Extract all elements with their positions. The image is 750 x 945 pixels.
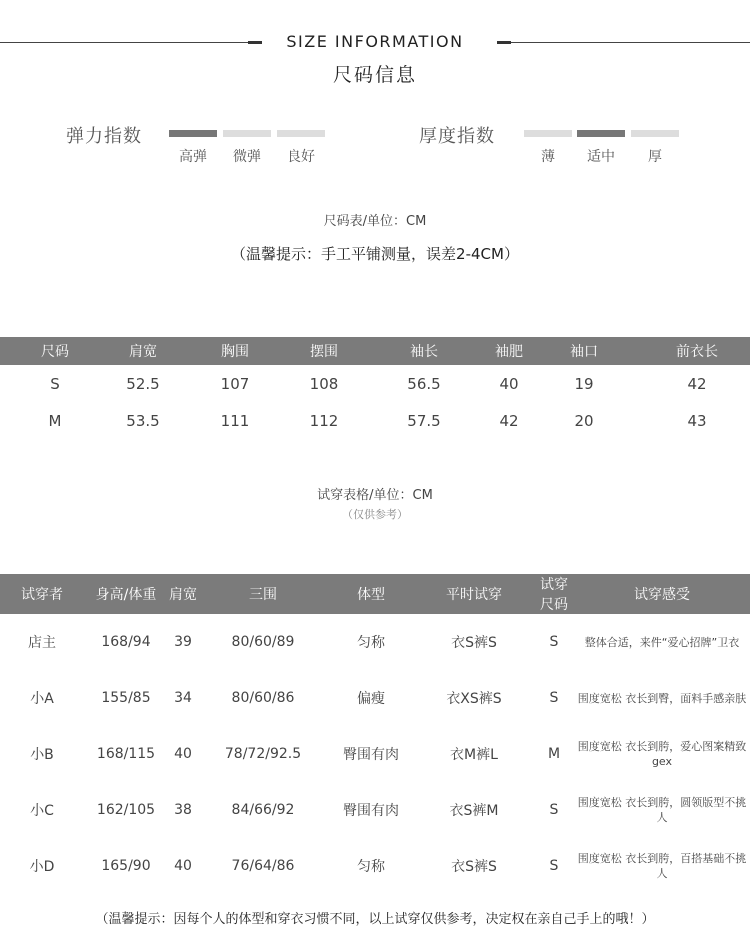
table-row (0, 614, 750, 670)
table-cell: 20 (574, 411, 594, 430)
column-header: 肩宽 (110, 337, 176, 365)
size-table-caption: 尺码表/单位：CM (323, 214, 427, 229)
table-cell: 165/90 (101, 858, 151, 874)
table-cell: 112 (309, 411, 339, 430)
column-header: 尺码 (0, 337, 110, 365)
elasticity-option: 微弹 (233, 149, 261, 165)
table-cell: 店主 (28, 635, 56, 651)
table-cell: S (50, 374, 60, 393)
table-cell: 小C (30, 803, 54, 819)
column-header: 体型 (328, 574, 414, 614)
table-row (0, 670, 750, 726)
table-cell: 围度宽松 衣长到臀，面料手感亲肤 (577, 691, 747, 705)
elasticity-seg-1 (223, 130, 271, 137)
table-cell: 80/60/86 (231, 690, 295, 706)
column-header: 试穿感受 (574, 574, 750, 614)
thickness-seg-1 (577, 130, 625, 137)
table-cell: 衣S裤S (451, 859, 497, 875)
column-header: 袖肥 (494, 337, 524, 365)
table-cell: 78/72/92.5 (224, 746, 302, 762)
thickness-option: 厚 (648, 149, 662, 165)
table-cell: 39 (174, 634, 192, 650)
table-cell: S (549, 802, 559, 818)
table-cell: M (48, 411, 62, 430)
table-cell: 76/64/86 (231, 858, 295, 874)
table-cell: 40 (499, 374, 519, 393)
table-row (0, 726, 750, 782)
table-cell: 168/94 (101, 634, 151, 650)
size-table (0, 337, 750, 439)
table-cell: 衣XS裤S (446, 691, 502, 707)
table-cell: 107 (220, 374, 250, 393)
table-cell: 匀称 (357, 859, 385, 875)
table-cell: 臀围有肉 (343, 747, 399, 763)
fit-table-caption: 试穿表格/单位：CM (317, 488, 433, 503)
thickness-option: 适中 (587, 149, 615, 165)
table-cell: S (549, 634, 559, 650)
table-row (0, 402, 750, 439)
table-cell: 臀围有肉 (343, 803, 399, 819)
table-cell: 80/60/89 (231, 634, 295, 650)
column-header: 前衣长 (644, 337, 750, 365)
column-header: 肩宽 (168, 574, 198, 614)
thickness-label: 厚度指数 (419, 126, 495, 147)
table-cell: 围度宽松 衣长到胯，爱心图案精致gex (577, 740, 747, 768)
table-cell: 偏瘦 (357, 691, 385, 707)
table-cell: 52.5 (126, 374, 160, 393)
thickness-option: 薄 (541, 149, 555, 165)
table-cell: 19 (574, 374, 594, 393)
table-cell: 38 (174, 802, 192, 818)
table-cell: 衣S裤M (449, 803, 499, 819)
size-table-header (0, 337, 750, 365)
thickness-seg-0 (524, 130, 572, 137)
table-cell: 小B (30, 747, 54, 763)
table-cell: 84/66/92 (231, 802, 295, 818)
table-cell: S (549, 858, 559, 874)
column-header: 身高/体重 (84, 574, 168, 614)
table-row (0, 365, 750, 402)
elasticity-seg-0 (169, 130, 217, 137)
table-cell: 111 (220, 411, 250, 430)
elasticity-seg-2 (277, 130, 325, 137)
fit-table-sub: （仅供参考） (342, 508, 408, 521)
table-cell: S (549, 690, 559, 706)
table-cell: 整体合适，来件“爱心招牌”卫衣 (584, 635, 740, 649)
column-header: 摆围 (294, 337, 354, 365)
table-cell: 42 (499, 411, 519, 430)
table-cell: 168/115 (96, 746, 156, 762)
table-cell: M (547, 746, 561, 762)
column-header: 袖长 (354, 337, 494, 365)
table-cell: 34 (174, 690, 192, 706)
table-cell: 42 (687, 374, 707, 393)
page-title: SIZE INFORMATION (286, 32, 464, 51)
footer-note: （温馨提示：因每个人的体型和穿衣习惯不同，以上试穿仅供参考，决定权在亲自己手上的哦！） (95, 912, 655, 927)
table-cell: 56.5 (407, 374, 441, 393)
column-header: 试穿尺码 (534, 574, 574, 614)
thickness-seg-2 (631, 130, 679, 137)
table-cell: 53.5 (126, 411, 160, 430)
column-header: 袖口 (524, 337, 644, 365)
table-cell: 衣M裤L (450, 747, 498, 763)
table-cell: 衣S裤S (451, 635, 497, 651)
table-cell: 围度宽松 衣长到胯，百搭基础不挑人 (577, 852, 747, 880)
column-header: 试穿者 (0, 574, 84, 614)
column-header: 胸围 (176, 337, 294, 365)
elasticity-label: 弹力指数 (66, 126, 142, 147)
table-cell: 小A (30, 691, 54, 707)
table-row (0, 782, 750, 838)
table-row (0, 838, 750, 894)
table-cell: 40 (174, 746, 192, 762)
table-cell: 匀称 (357, 635, 385, 651)
page-subtitle: 尺码信息 (332, 64, 417, 86)
size-table-note: （温馨提示：手工平铺测量，误差2-4CM） (231, 245, 519, 263)
table-cell: 小D (29, 859, 55, 875)
fit-table-header (0, 574, 750, 614)
table-cell: 162/105 (96, 802, 156, 818)
column-header: 平时试穿 (414, 574, 534, 614)
table-cell: 43 (687, 411, 707, 430)
table-cell: 围度宽松 衣长到胯，圆领版型不挑人 (577, 796, 747, 824)
table-cell: 108 (309, 374, 339, 393)
elasticity-option: 高弹 (179, 149, 207, 165)
table-cell: 40 (174, 858, 192, 874)
table-cell: 57.5 (407, 411, 441, 430)
elasticity-option: 良好 (287, 149, 315, 165)
table-cell: 155/85 (101, 690, 151, 706)
column-header: 三围 (198, 574, 328, 614)
fit-table (0, 574, 750, 894)
